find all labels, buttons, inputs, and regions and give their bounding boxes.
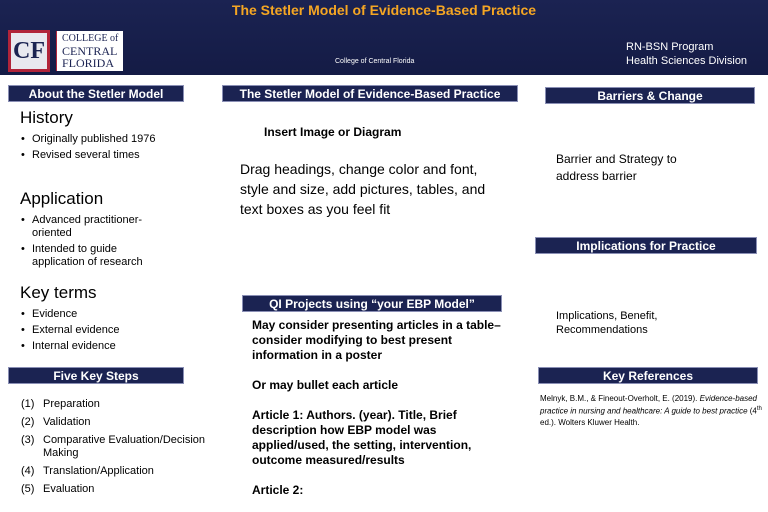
logo-wordmark	[56, 31, 123, 71]
list-item: • Evidence	[21, 308, 181, 321]
list-item: • Internal evidence	[21, 340, 181, 353]
qi-body	[252, 318, 502, 498]
keyterms-heading: Key terms	[20, 283, 97, 302]
program-line-1: RN-BSN Program	[626, 41, 714, 53]
logo-mark: CF	[8, 30, 50, 72]
implications-heading-bar: Implications for Practice	[535, 237, 757, 254]
step-item	[21, 416, 231, 429]
insert-image-label: Insert Image or Diagram	[264, 125, 402, 139]
keyterms-list	[21, 308, 181, 356]
header-banner	[0, 0, 768, 75]
barriers-text: Barrier and Strategy to address barrier	[556, 152, 677, 183]
reference-publisher: ed.). Wolters Kluwer Health.	[540, 417, 640, 427]
steps-heading-bar: Five Key Steps	[8, 367, 184, 384]
step-label: Validation	[43, 416, 91, 428]
step-number: (2)	[21, 416, 35, 428]
logo-line-3: FLORIDA	[62, 56, 115, 70]
reference-edition-suffix: th	[756, 406, 762, 412]
model-heading-bar: The Stetler Model of Evidence-Based Practice	[222, 85, 518, 102]
qi-paragraph: Article 2:	[252, 483, 304, 497]
step-number: (5)	[21, 483, 35, 495]
history-list	[21, 133, 161, 165]
step-number: (1)	[21, 398, 35, 410]
step-item	[21, 483, 231, 496]
step-label: Translation/Application	[43, 465, 154, 477]
reference-entry	[540, 393, 762, 428]
list-item: • Revised several times	[21, 149, 161, 162]
step-label: Comparative Evaluation/Decision Making	[43, 434, 206, 459]
references-heading-bar: Key References	[538, 367, 758, 384]
list-item: • Intended to guide application of research	[21, 243, 161, 269]
college-caption: College of Central Florida	[335, 58, 415, 65]
college-logo	[8, 30, 123, 72]
page-title: The Stetler Model of Evidence-Based Practice	[231, 2, 537, 18]
step-number: (4)	[21, 465, 35, 477]
reference-authors: Melnyk, B.M., & Fineout-Overholt, E. (2019).	[540, 394, 698, 403]
list-item: • Originally published 1976	[21, 133, 161, 146]
qi-paragraph: Or may bullet each article	[252, 378, 399, 392]
reference-edition: (4	[747, 406, 757, 416]
barriers-heading-bar: Barriers & Change	[545, 87, 755, 104]
history-heading: History	[20, 108, 73, 127]
list-item: • Advanced practitioner-oriented	[21, 214, 161, 240]
steps-list	[21, 398, 231, 501]
step-label: Evaluation	[43, 483, 95, 495]
reference-title: Evidence-based practice in nursing and healthcare: A guide to best practice	[540, 394, 757, 416]
application-heading: Application	[20, 189, 104, 208]
application-list	[21, 214, 161, 272]
program-info	[626, 40, 747, 68]
step-item	[21, 434, 231, 460]
qi-paragraph: May consider presenting articles in a table– consider modifying to best present information in a poster	[252, 318, 501, 362]
qi-paragraph: Article 1: Authors. (year). Title, Brief description how EBP model was applied/used, the setting, intervention, outcome measured/results	[252, 408, 472, 467]
instructions-text: Drag headings, change color and font, style and size, add pictures, tables, and text boxes as you feel fit	[240, 161, 486, 217]
list-item: • External evidence	[21, 324, 181, 337]
program-line-2: Health Sciences Division	[626, 55, 748, 67]
logo-line-2: CENTRAL	[62, 44, 118, 58]
step-label: Preparation	[43, 398, 100, 410]
about-heading-bar: About the Stetler Model	[8, 85, 184, 102]
step-number: (3)	[21, 434, 35, 446]
logo-line-1: COLLEGE of	[62, 33, 119, 44]
step-item	[21, 465, 231, 478]
implications-text: Implications, Benefit, Recommendations	[556, 310, 658, 336]
qi-heading-bar: QI Projects using “your EBP Model”	[242, 295, 502, 312]
step-item	[21, 398, 231, 411]
